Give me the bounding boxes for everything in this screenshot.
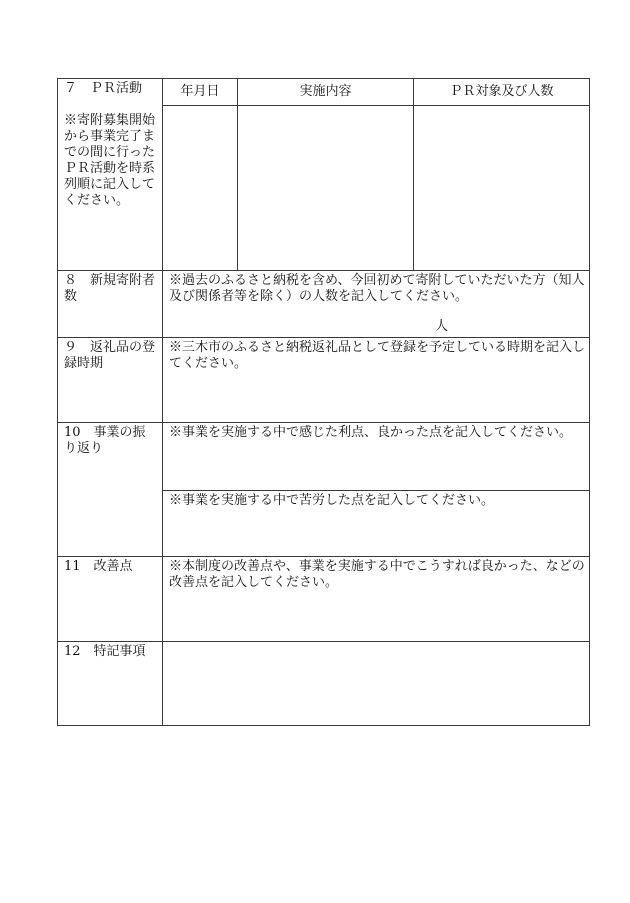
pr-header-content: 実施内容 [238, 79, 414, 106]
registration-note: ※三木市のふるさと納税返礼品として登録を予定している時期を記入してください。 [163, 338, 590, 423]
pr-note: ※寄附募集開始から事業完了までの間に行ったＰＲ活動を時系列順に記入してください。 [64, 113, 156, 208]
review-good-row [58, 423, 590, 491]
review-label: 10 事業の振り返り [58, 423, 163, 557]
pr-header-date: 年月日 [163, 79, 238, 106]
remarks-row [58, 642, 590, 726]
improvement-label: 11 改善点 [58, 557, 163, 642]
review-hard-note: ※事業を実施する中で苦労した点を記入してください。 [163, 491, 590, 557]
pr-date-entry [163, 106, 238, 271]
new-donors-unit: 人 [435, 319, 449, 334]
pr-label: ７ ＰＲ活動 [64, 81, 143, 96]
remarks-entry [163, 642, 590, 726]
report-form-table [57, 78, 590, 726]
registration-label: ９ 返礼品の登録時期 [58, 338, 163, 423]
remarks-label: 12 特記事項 [58, 642, 163, 726]
pr-target-entry [414, 106, 590, 271]
pr-label-cell [58, 79, 163, 271]
improvement-row [58, 557, 590, 642]
improvement-note: ※本制度の改善点や、事業を実施する中でこうすれば良かった、などの改善点を記入してください。 [163, 557, 590, 642]
pr-header-row [58, 79, 590, 106]
registration-row [58, 338, 590, 423]
new-donors-note: ※過去のふるさと納税を含め、今回初めて寄附していただいた方（知人及び関係者等を除く）の人数を記入してください。 [169, 273, 585, 304]
new-donors-content-cell [163, 271, 590, 338]
new-donors-row [58, 271, 590, 338]
review-good-note: ※事業を実施する中で感じた利点、良かった点を記入してください。 [163, 423, 590, 491]
pr-header-target: ＰＲ対象及び人数 [414, 79, 590, 106]
pr-content-entry [238, 106, 414, 271]
new-donors-label: ８ 新規寄附者数 [58, 271, 163, 338]
